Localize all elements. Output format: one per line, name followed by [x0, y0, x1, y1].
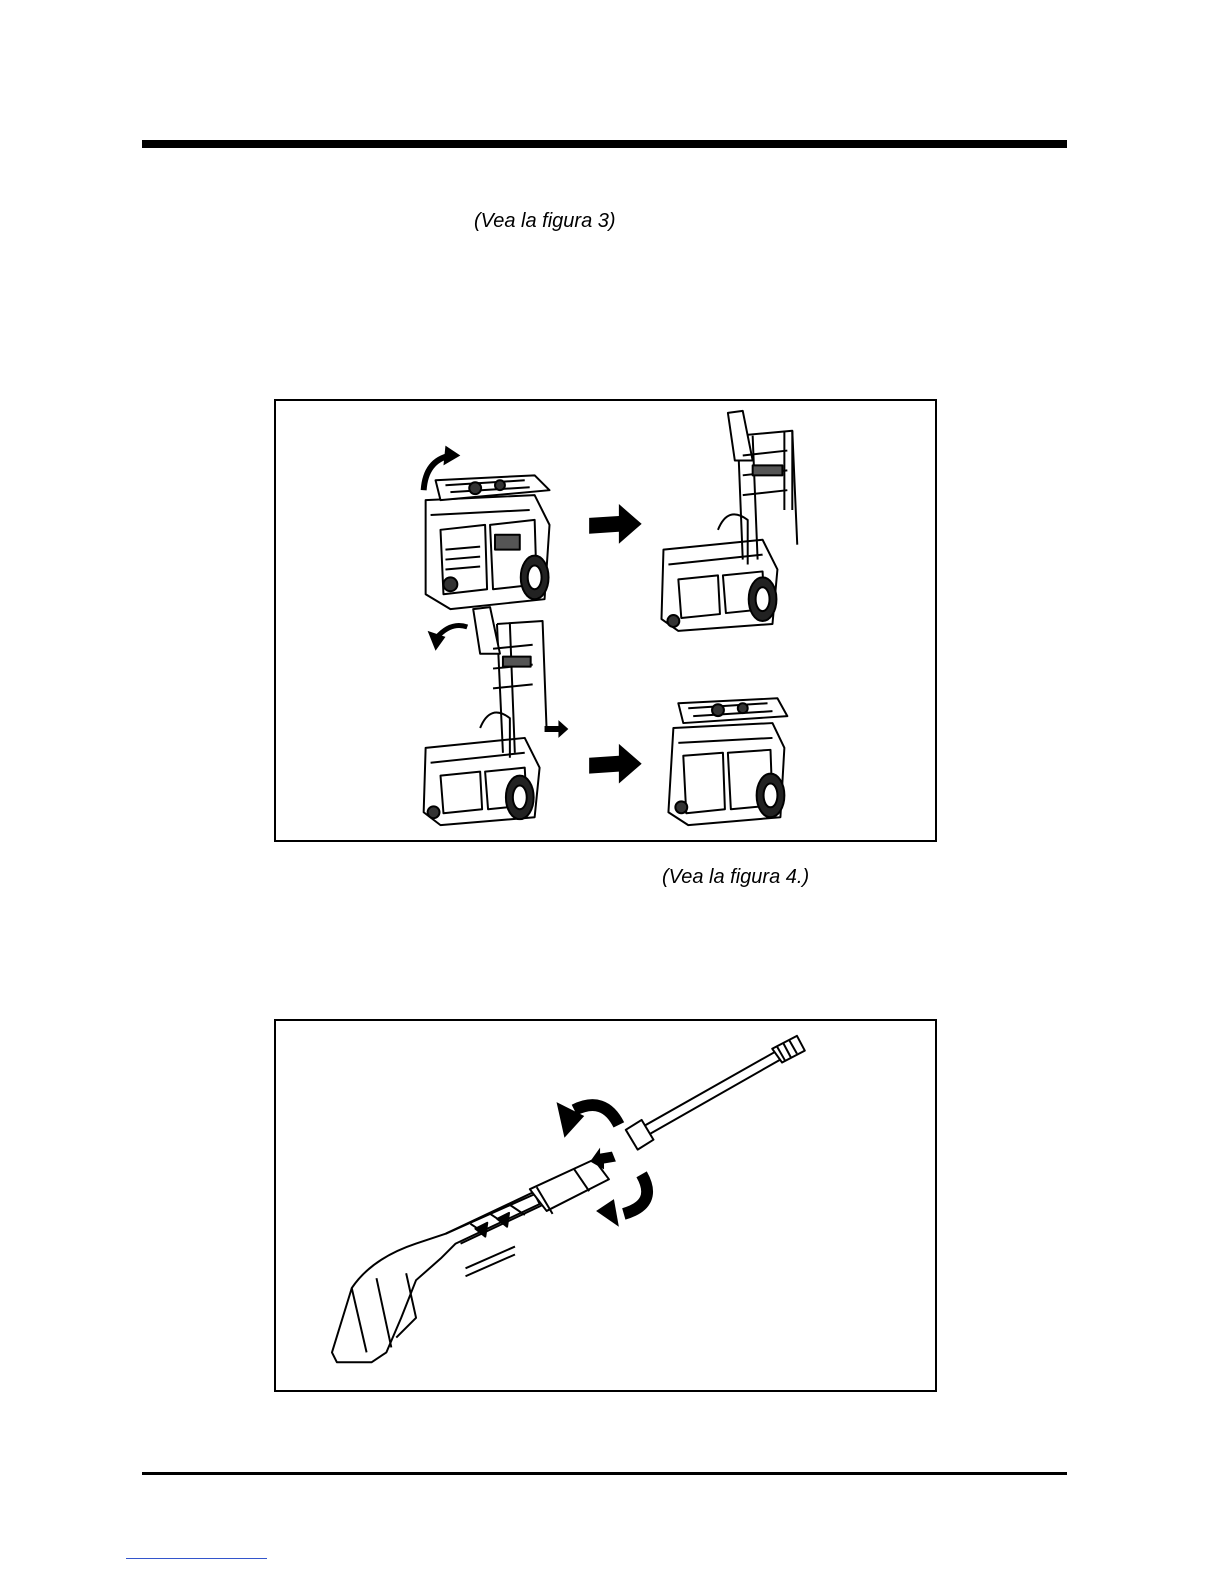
step-arrow-icon — [589, 744, 642, 784]
step-arrow-icon — [589, 504, 642, 544]
header-rule — [142, 140, 1067, 148]
figure-4-illustration — [274, 1019, 937, 1392]
figure-3-illustration — [274, 399, 937, 842]
figure-3-reference: (Vea la figura 3) — [474, 210, 616, 232]
small-arrow-icon — [545, 720, 569, 738]
rotate-arrow-icon — [624, 1174, 647, 1214]
footer-rule — [142, 1472, 1067, 1475]
figure-4-reference: (Vea la figura 4.) — [662, 866, 810, 888]
rotate-arrowhead-icon — [596, 1199, 619, 1227]
washer-upright-top-right — [661, 411, 797, 631]
washer-folded-bottom-right — [668, 698, 787, 825]
spray-wand — [626, 1036, 805, 1150]
spray-gun — [332, 1159, 609, 1362]
washer-folded-top-left — [426, 475, 550, 609]
footer-link-underline[interactable] — [126, 1558, 267, 1559]
rotate-arrowhead-icon — [443, 446, 460, 466]
